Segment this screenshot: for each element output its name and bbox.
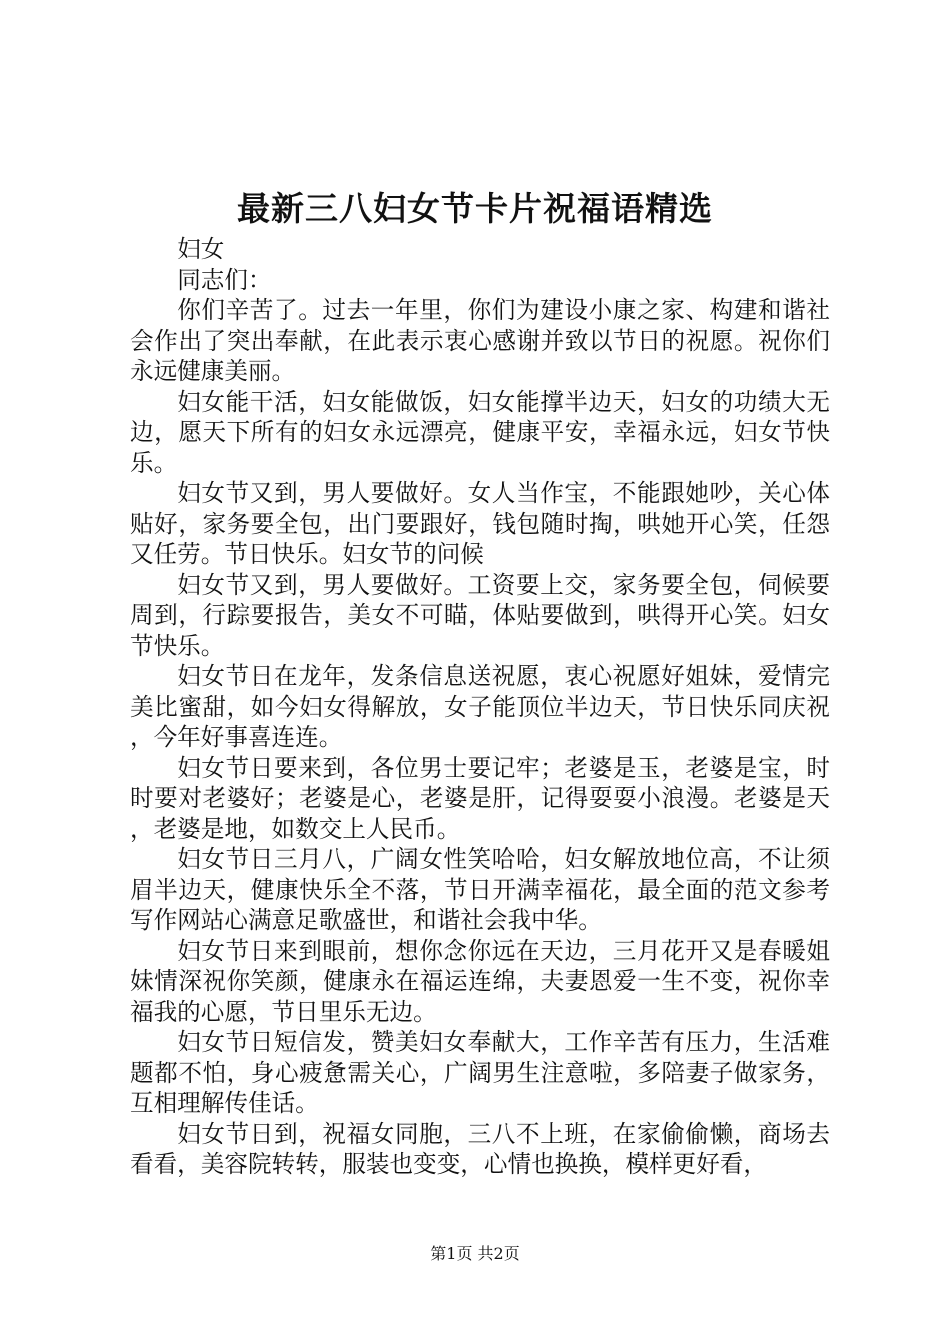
paragraph: 妇女节日到，祝福女同胞，三八不上班，在家偷偷懒，商场去看看，美容院转转，服装也变变，心情也换换，模样更好看，	[130, 1119, 830, 1178]
paragraph: 妇女节又到，男人要做好。工资要上交，家务要全包，伺候要周到，行踪要报告，美女不可瞄，体贴要做到，哄得开心笑。妇女节快乐。	[130, 570, 830, 660]
page-number-footer: 第1页 共2页	[430, 1244, 520, 1263]
paragraph: 你们辛苦了。过去一年里，你们为建设小康之家、构建和谐社会作出了突出奉献，在此表示衷心感谢并致以节日的祝愿。祝你们永远健康美丽。	[130, 296, 830, 385]
paragraph: 妇女节又到，男人要做好。女人当作宝，不能跟她吵，关心体贴好，家务要全包，出门要跟好，钱包随时掏，哄她开心笑，任怨又任劳。节日快乐。妇女节的问候	[130, 479, 830, 568]
paragraph: 妇女	[177, 235, 225, 263]
paragraph: 妇女节日短信发，赞美妇女奉献大，工作辛苦有压力，生活难题都不怕，身心疲惫需关心，广阔男生注意啦，多陪妻子做家务，互相理解传佳话。	[130, 1028, 830, 1117]
document-body	[130, 234, 830, 1180]
paragraph: 妇女节日三月八，广阔女性笑哈哈，妇女解放地位高，不让须眉半边天，健康快乐全不落，节日开满幸福花，最全面的范文参考写作网站心满意足歌盛世，和谐社会我中华。	[130, 845, 830, 934]
paragraph: 妇女节日要来到，各位男士要记牢；老婆是玉，老婆是宝，时时要对老婆好；老婆是心，老婆是肝，记得耍耍小浪漫。老婆是天，老婆是地，如数交上人民币。	[130, 753, 830, 843]
paragraph: 同志们：	[177, 265, 272, 294]
document-title: 最新三八妇女节卡片祝福语精选	[237, 189, 713, 228]
paragraph: 妇女能干活，妇女能做饭，妇女能撑半边天，妇女的功绩大无边，愿天下所有的妇女永远漂亮，健康平安，幸福永远，妇女节快乐。	[130, 387, 830, 477]
paragraph: 妇女节日来到眼前，想你念你远在天边，三月花开又是春暖姐妹情深祝你笑颜，健康永在福运连绵，夫妻恩爱一生不变，祝你幸福我的心愿，节日里乐无边。	[130, 936, 830, 1026]
paragraph: 妇女节日在龙年，发条信息送祝愿，衷心祝愿好姐妹，爱情完美比蜜甜，如今妇女得解放，女子能顶位半边天，节日快乐同庆祝，今年好事喜连连。	[130, 662, 830, 751]
